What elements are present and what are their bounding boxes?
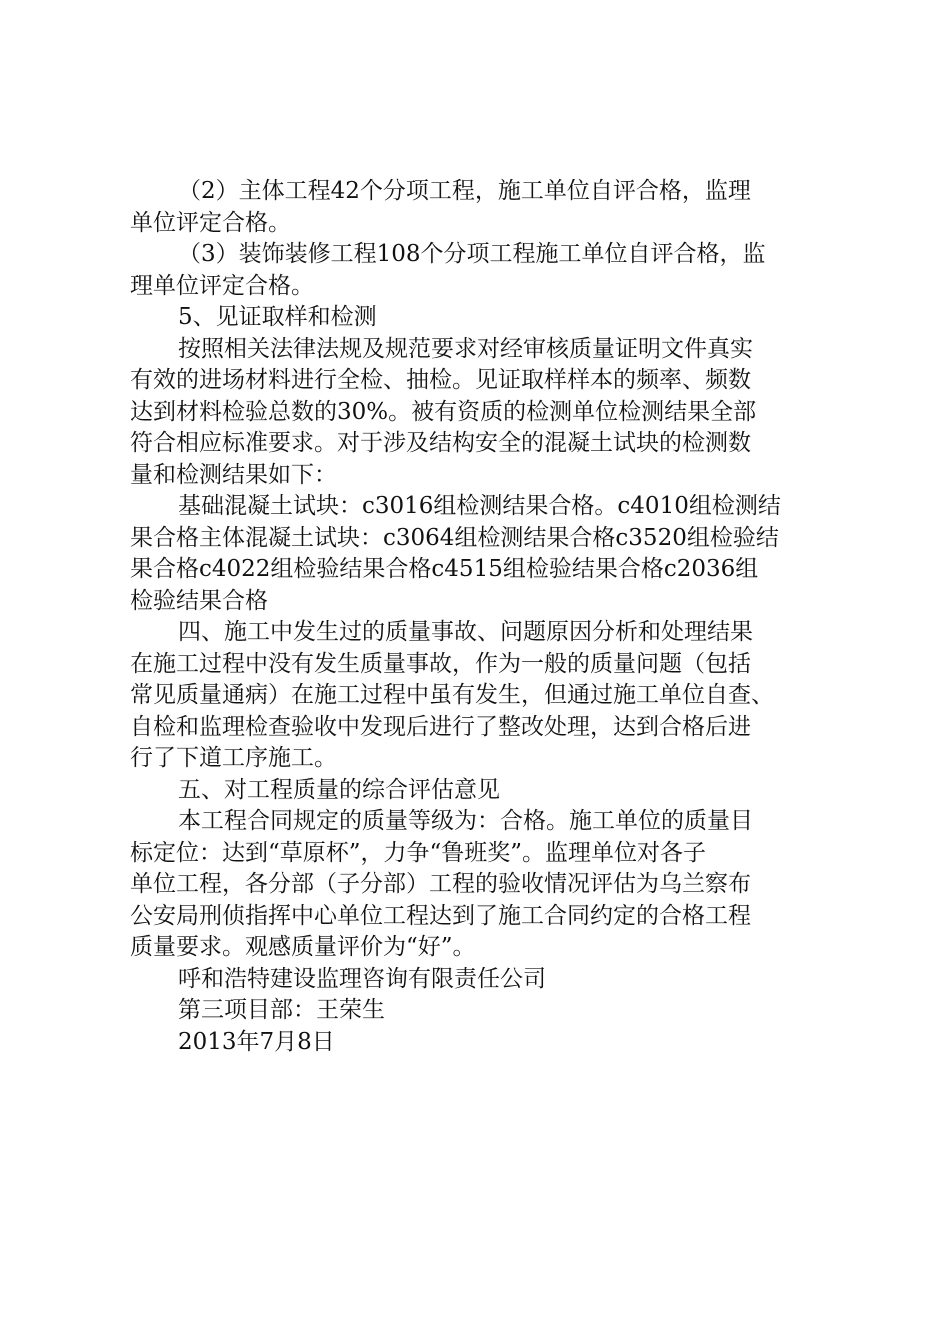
paragraph-line: 有效的进场材料进行全检、抽检。见证取样样本的频率、频数	[130, 367, 751, 393]
section-heading: 5、见证取样和检测	[178, 304, 377, 330]
paragraph-line: 标定位：达到“草原杯”，力争“鲁班奖”。监理单位对各子	[130, 839, 707, 866]
paragraph-line: （2）主体工程42个分项工程，施工单位自评合格，监理	[178, 178, 751, 204]
signature-department: 第三项目部：王荣生	[178, 997, 385, 1023]
paragraph-line: 按照相关法律法规及规范要求对经审核质量证明文件真实	[178, 335, 753, 362]
document-page	[130, 176, 830, 1058]
paragraph-line: 基础混凝土试块：c3016组检测结果合格。c4010组检测结	[178, 493, 781, 519]
paragraph-line: 在施工过程中没有发生质量事故，作为一般的质量问题（包括	[130, 650, 751, 677]
paragraph-line: 量和检测结果如下：	[130, 461, 337, 488]
signature-date: 2013年7月8日	[178, 1028, 335, 1055]
paragraph-line: 自检和监理检查验收中发现后进行了整改处理，达到合格后进	[130, 713, 751, 740]
section-heading: 五、对工程质量的综合评估意见	[178, 776, 500, 803]
paragraph-line: 理单位评定合格。	[130, 272, 314, 299]
paragraph-line: 符合相应标准要求。对于涉及结构安全的混凝土试块的检测数	[130, 430, 751, 456]
signature-company: 呼和浩特建设监理咨询有限责任公司	[178, 965, 546, 992]
paragraph-line: 检验结果合格	[130, 587, 268, 614]
paragraph-line: 公安局刑侦指挥中心单位工程达到了施工合同约定的合格工程	[130, 902, 751, 929]
section-heading: 四、施工中发生过的质量事故、问题原因分析和处理结果	[178, 619, 753, 645]
paragraph-line: （3）装饰装修工程108个分项工程施工单位自评合格，监	[178, 241, 766, 267]
paragraph-line: 果合格主体混凝土试块：c3064组检测结果合格c3520组检验结	[130, 524, 779, 551]
paragraph-line: 常见质量通病）在施工过程中虽有发生，但通过施工单位自查、	[130, 682, 774, 708]
paragraph-line: 单位工程，各分部（子分部）工程的验收情况评估为乌兰察布	[130, 871, 751, 897]
paragraph-line: 果合格c4022组检验结果合格c4515组检验结果合格c2036组	[130, 556, 759, 582]
paragraph-line: 行了下道工序施工。	[130, 745, 337, 771]
paragraph-line: 质量要求。观感质量评价为“好”。	[130, 934, 476, 960]
paragraph-line: 单位评定合格。	[130, 209, 291, 236]
paragraph-line: 本工程合同规定的质量等级为：合格。施工单位的质量目	[178, 808, 753, 834]
paragraph-line: 达到材料检验总数的30%。被有资质的检测单位检测结果全部	[130, 398, 757, 425]
